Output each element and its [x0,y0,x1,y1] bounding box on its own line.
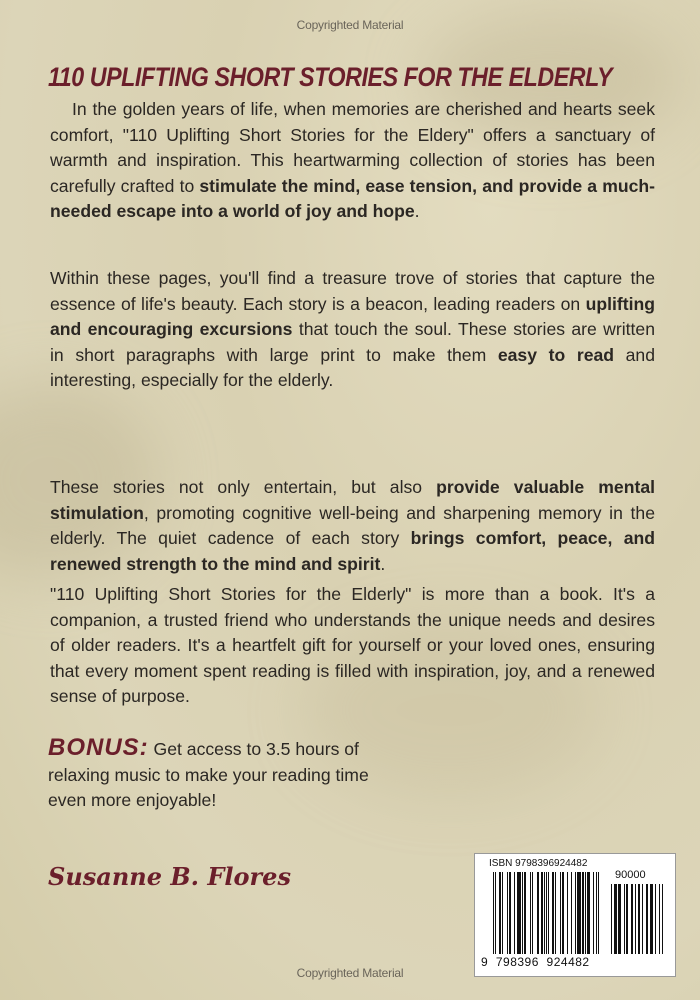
barcode-bar [587,872,589,954]
barcode-addon-bars [611,884,663,954]
text-segment: "110 Uplifting Short Stories for the Elderly" is more than a book. It's a companion, a trusted friend who understands the unique needs and desires of older readers. It's a heartfelt gift for yourself or your loved ones, ensuring that every moment spent reading is filled with inspiration, joy, and a renewed sense of purpose. [50,584,655,707]
bold-text-segment: brings comfort, peace, and renewed strength to the mind and spirit [50,528,655,574]
description-paragraph-3 [50,475,655,577]
bold-text-segment: stimulate the mind, ease tension, and provide a much-needed escape into a world of joy and hope [50,175,656,222]
text-segment: . [380,553,386,574]
description-paragraph-4 [50,582,655,710]
barcode-bar [524,872,526,954]
barcode-bar [631,884,634,954]
barcode-bar [575,872,576,954]
barcode-bar [493,872,494,954]
barcode-bar [548,872,549,954]
description-paragraph-2 [50,266,655,394]
barcode-bar [618,884,621,954]
text-segment: . [414,201,420,222]
barcode-bar [541,872,542,954]
text-segment: Within these pages, you'll find a treasure trove of stories that capture the essence of life's beauty. Each story is a beacon, leading readers on [50,268,655,314]
bold-text-segment: provide valuable mental stimulation [50,477,655,523]
barcode-bar [571,872,572,954]
bonus-separator: : [139,734,149,761]
text-segment: and interesting, especially for the elderly. [50,344,655,391]
copyright-watermark-bottom: Copyrighted Material [296,966,404,980]
barcode-bar [611,884,612,954]
barcode-bar [593,872,594,954]
bonus-text: Get access to 3.5 hours of relaxing music to make your reading time even more enjoyable! [48,739,369,811]
book-title: 110 UPLIFTING SHORT STORIES FOR THE ELDERLY [48,62,613,92]
text-segment: In the golden years of life, when memories are cherished and hearts seek comfort, "110 Uplifting Short Stories for the Eldery" offers a sanctuary of warmth and inspiration. This heartwarming collection of stories has been carefully crafted to [50,99,655,196]
bonus-note [48,735,408,814]
barcode-bar [502,872,503,954]
isbn-barcode [474,853,676,977]
isbn-label: ISBN 9798396924482 [489,858,588,869]
barcode-bar [567,872,568,954]
barcode-bar [598,872,599,954]
bold-text-segment: easy to read [497,344,615,365]
barcode-bar [624,884,625,954]
bold-text-segment: uplifting and encouraging excursions [50,293,655,340]
barcode-bar [517,872,520,954]
barcode-addon-number: 90000 [615,869,646,881]
text-segment: , promoting cognitive well-being and sharpening memory in the elderly. The quiet cadence of each story [50,502,655,549]
description-paragraph-1 [50,97,655,225]
barcode-bar [638,884,641,954]
barcode-digits: 9 798396 924482 [481,955,590,969]
barcode-bar [659,884,660,954]
barcode-bar [642,884,643,954]
barcode-bar [509,872,511,954]
barcode-bar [522,872,523,954]
barcode-bar [514,872,515,954]
barcode-bar [614,884,617,954]
barcode-bar [626,884,627,954]
barcode-bar [582,872,584,954]
barcode-bar [537,872,539,954]
barcode-bar [552,872,554,954]
barcode-bars [493,872,599,954]
copyright-watermark-top: Copyrighted Material [296,18,404,32]
barcode-bar [560,872,561,954]
text-segment: that touch the soul. These stories are written in short paragraphs with large print to make them [50,319,655,365]
barcode-bar [499,872,501,954]
barcode-bar [562,872,564,954]
bonus-label: BONUS [48,734,140,761]
barcode-bar [650,884,653,954]
barcode-bar [596,872,597,954]
barcode-bar [646,884,647,954]
barcode-bar [507,872,508,954]
barcode-bar [577,872,580,954]
text-segment: These stories not only entertain, but also [50,477,437,497]
barcode-bar [635,884,636,954]
barcode-bar [530,872,531,954]
barcode-bar [495,872,496,954]
barcode-bar [555,872,556,954]
barcode-bar [546,872,547,954]
author-signature: Susanne B. Flores [48,862,291,891]
barcode-bar [662,884,663,954]
barcode-bar [655,884,656,954]
barcode-bar [544,872,545,954]
barcode-bar [585,872,586,954]
barcode-bar [532,872,533,954]
